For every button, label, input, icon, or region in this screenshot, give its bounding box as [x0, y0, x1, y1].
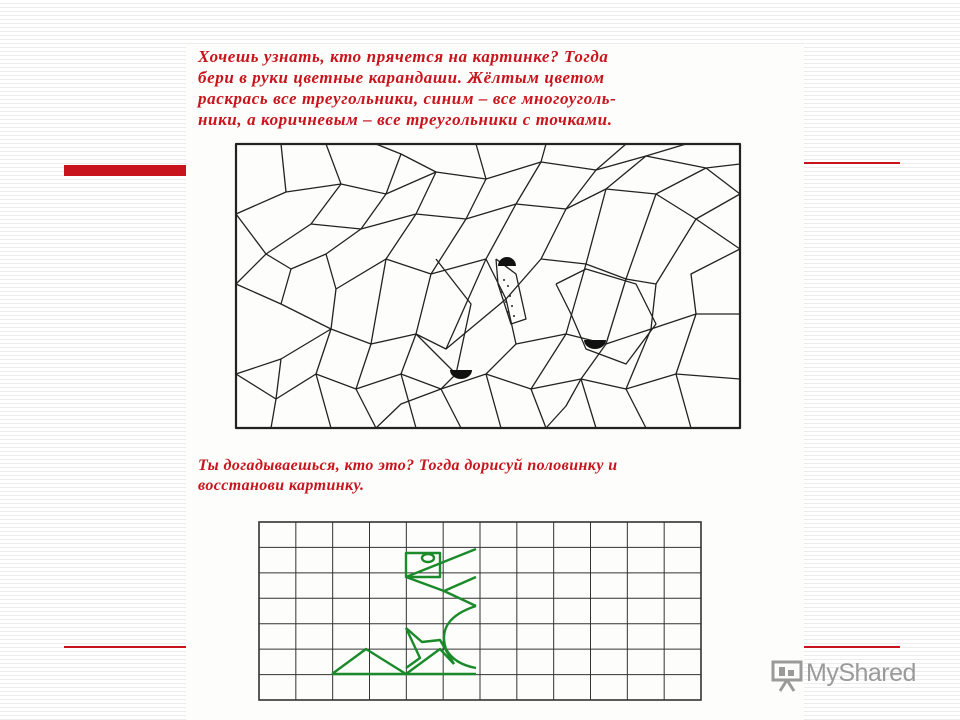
watermark-brand: MyShared — [806, 659, 916, 687]
instruction-line: Хочешь узнать, кто прячется на картинке? Тогда — [198, 47, 609, 66]
decorative-red-line-top — [800, 162, 900, 164]
drawing-grid — [259, 522, 701, 700]
question-line: восстанови картинку. — [198, 477, 365, 494]
decorative-red-bar — [64, 165, 204, 176]
question-line: Ты догадываешься, кто это? Тогда дорисуй половинку и — [198, 457, 618, 474]
decorative-red-line-bottom-left — [64, 646, 194, 648]
decorative-red-line-bottom-right — [800, 646, 900, 648]
mosaic-puzzle — [186, 44, 804, 720]
instruction-line: бери в руки цветные карандаши. Жёлтым цветом — [198, 68, 605, 87]
half-drawing — [332, 549, 476, 674]
instruction-line: раскрась все треугольники, синим – все многоуголь- — [198, 89, 617, 108]
question-text — [198, 456, 798, 496]
myshared-watermark — [768, 655, 938, 695]
instruction-line: ники, а коричневым – все треугольники с точками. — [198, 110, 613, 129]
worksheet-scan — [186, 44, 804, 720]
projector-screen-icon — [770, 659, 804, 693]
